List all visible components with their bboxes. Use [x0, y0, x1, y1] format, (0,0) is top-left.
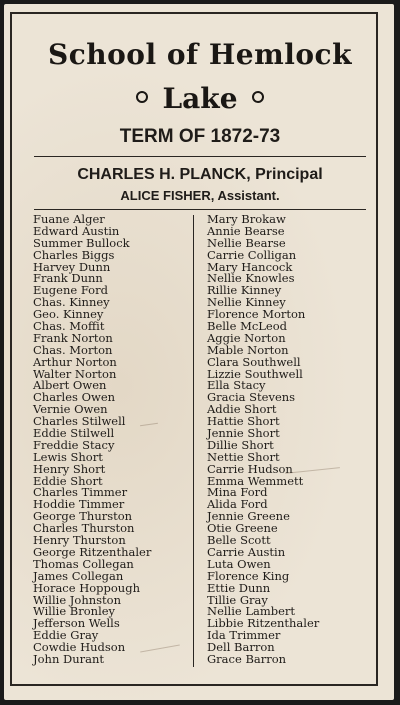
- girl-name-entry: Tillie Gray: [207, 592, 268, 607]
- girl-name-entry: Nellie Bearse: [207, 235, 286, 250]
- boy-name-entry: Henry Short: [33, 461, 106, 476]
- girl-name-entry: Nellie Lambert: [207, 604, 296, 619]
- term-heading: TERM OF 1872-73: [119, 126, 281, 147]
- girl-name-entry: Alida Ford: [207, 497, 268, 512]
- boy-name-entry: Charles Timmer: [33, 485, 128, 500]
- boy-name-entry: Jefferson Wells: [33, 616, 120, 631]
- girl-name-entry: Carrie Austin: [207, 544, 286, 559]
- boy-name-entry: Charles Thurston: [33, 521, 135, 536]
- girl-name-entry: Mable Norton: [207, 342, 289, 357]
- boy-name-entry: Harvey Dunn: [33, 259, 111, 274]
- girl-name-entry: Mina Ford: [207, 485, 268, 500]
- boy-name-entry: Thomas Collegan: [33, 556, 134, 571]
- girl-name-entry: Mary Brokaw: [207, 212, 286, 226]
- boy-name-entry: Henry Thurston: [33, 533, 126, 548]
- girl-name-entry: Florence King: [207, 568, 290, 583]
- girl-name-entry: Addie Short: [207, 402, 277, 417]
- boy-name-entry: Vernie Owen: [33, 402, 108, 417]
- girl-name-entry: Nettie Short: [207, 449, 280, 464]
- boy-name-entry: Frank Dunn: [33, 271, 103, 286]
- divider-lower: [34, 209, 366, 210]
- boy-name-entry: Arthur Norton: [33, 354, 117, 369]
- boy-name-entry: Cowdie Hudson: [33, 640, 126, 655]
- boy-name-entry: Chas. Kinney: [33, 295, 110, 310]
- girl-name-entry: Belle McLeod: [207, 319, 288, 334]
- girl-name-entry: Ella Stacy: [207, 378, 266, 393]
- girls-name-list: [207, 214, 319, 666]
- principal-line: CHARLES H. PLANCK, Principal: [77, 166, 323, 183]
- girl-name-entry: Lizzie Southwell: [207, 366, 303, 381]
- boy-name-entry: Horace Hoppough: [33, 580, 140, 595]
- girl-name-entry: Ettie Dunn: [207, 580, 271, 595]
- girl-name-entry: Dillie Short: [207, 437, 274, 452]
- boy-name-entry: Charles Owen: [33, 390, 116, 405]
- boy-name-entry: Chas. Morton: [33, 342, 113, 357]
- girl-name-entry: Aggie Norton: [207, 330, 286, 345]
- girl-name-entry: Jennie Short: [207, 426, 280, 441]
- boy-name-entry: Eddie Gray: [33, 628, 99, 643]
- boy-name-entry: George Thurston: [33, 509, 133, 524]
- girl-name-entry: Libbie Ritzenthaler: [207, 616, 320, 631]
- school-title-lake: Lake: [162, 82, 238, 115]
- girl-name-entry: Nellie Knowles: [207, 271, 295, 286]
- girl-name-entry: Carrie Colligan: [207, 247, 297, 262]
- school-title-line2: [0, 82, 400, 115]
- girl-name-entry: Jennie Greene: [207, 509, 290, 524]
- girl-name-entry: Rillie Kinney: [207, 283, 282, 298]
- assistant-line: ALICE FISHER, Assistant.: [120, 188, 280, 203]
- boy-name-entry: Chas. Moffit: [33, 319, 105, 334]
- boy-name-entry: Fuane Alger: [33, 212, 105, 226]
- boy-name-entry: Geo. Kinney: [33, 307, 104, 322]
- boy-name-entry: John Durant: [33, 651, 105, 666]
- left-ornament-icon: [136, 91, 148, 103]
- boy-name-entry: George Ritzenthaler: [33, 544, 152, 559]
- divider-top: [34, 156, 366, 157]
- girl-name-entry: Hattie Short: [207, 414, 280, 429]
- girl-name-entry: Nellie Kinney: [207, 295, 286, 310]
- girl-name-entry: Clara Southwell: [207, 354, 301, 369]
- boy-name-entry: Willie Johnston: [33, 592, 121, 607]
- girl-name-entry: Belle Scott: [207, 533, 271, 548]
- boy-name-entry: Charles Stilwell: [33, 414, 126, 429]
- boy-name-entry: Charles Biggs: [33, 247, 115, 262]
- girl-name-entry: Mary Hancock: [207, 259, 293, 274]
- school-title: School of Hemlock: [48, 38, 352, 71]
- girl-name-entry: Ida Trimmer: [207, 628, 281, 643]
- boy-name-entry: Eugene Ford: [33, 283, 108, 298]
- column-divider: [193, 215, 194, 667]
- girl-name-entry: Dell Barron: [207, 640, 275, 655]
- girl-name-entry: Luta Owen: [207, 556, 271, 571]
- boy-name-entry: Frank Norton: [33, 330, 113, 345]
- boy-name-entry: Summer Bullock: [33, 235, 130, 250]
- boy-name-entry: Willie Bronley: [33, 604, 116, 619]
- boy-name-entry: Albert Owen: [33, 378, 107, 393]
- girl-name-entry: Florence Morton: [207, 307, 306, 322]
- girl-name-entry: Otie Greene: [207, 521, 278, 536]
- boy-name-entry: Lewis Short: [33, 449, 103, 464]
- girl-name-entry: Emma Wemmett: [207, 473, 304, 488]
- girl-name-entry: Grace Barron: [207, 651, 287, 666]
- girl-name-entry: Gracia Stevens: [207, 390, 296, 405]
- boy-name-entry: Edward Austin: [33, 223, 120, 238]
- right-ornament-icon: [252, 91, 264, 103]
- boy-name-entry: James Collegan: [33, 568, 124, 583]
- boy-name-entry: Walter Norton: [33, 366, 117, 381]
- boy-name-entry: Eddie Short: [33, 473, 103, 488]
- girl-name-entry: Annie Bearse: [207, 223, 285, 238]
- boy-name-entry: Hoddie Timmer: [33, 497, 125, 512]
- boy-name-entry: Freddie Stacy: [33, 437, 115, 452]
- girl-name-entry: Carrie Hudson: [207, 461, 293, 476]
- boy-name-entry: Eddie Stilwell: [33, 426, 115, 441]
- boys-name-list: [33, 214, 151, 666]
